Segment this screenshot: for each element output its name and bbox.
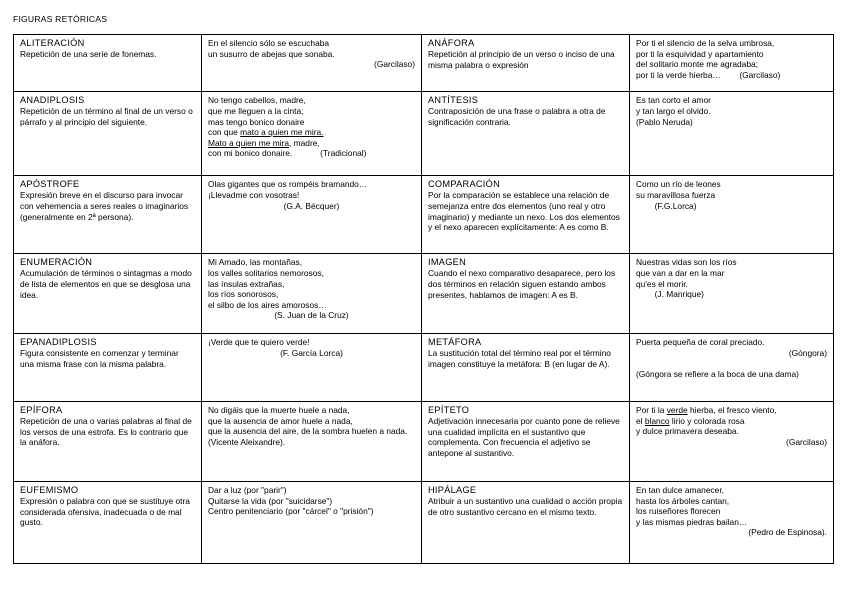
figure-definition: Expresión breve en el discurso para invocar con vehemencia a seres reales o imaginarios (generalmente en 2ª persona). [20, 190, 189, 222]
figure-example-cell [630, 35, 834, 92]
figure-example-cell [202, 176, 422, 254]
figure-name: ENUMERACIÓN [20, 257, 93, 268]
figure-term-cell [14, 401, 202, 481]
figure-example-cell [202, 35, 422, 92]
figure-example-cell [630, 92, 834, 176]
example-line: (Vicente Aleixandre). [208, 436, 286, 447]
document-title: FIGURAS RETÓRICAS [13, 14, 108, 24]
figure-row [14, 481, 834, 563]
figure-term-cell [14, 176, 202, 254]
example-line: Dar a luz (por "parir") [208, 484, 287, 495]
figure-definition: Acumulación de términos o sintagmas a modo de lista de elementos en que se desglosa una idea. [20, 268, 192, 300]
figure-definition: La sustitución total del término real por el término imagen constituye la metáfora: B (en lugar de A). [428, 348, 611, 369]
figure-definition: Repetición de una serie de fonemas. [20, 49, 157, 59]
figure-name: COMPARACIÓN [428, 179, 501, 190]
figure-name: HIPÁLAGE [428, 484, 477, 495]
figure-row [14, 176, 834, 254]
figure-definition: Adjetivación innecesaria por cuanto pone de relieve una cualidad implícita en el sustantivo que complementa. Con frecuencia el adjetivo se antepone al sustantivo. [428, 415, 620, 458]
figure-definition: Atribuir a un sustantivo una cualidad o acción propia de otro sustantivo cercano en el mismo texto. [428, 495, 623, 517]
example-line: los valles solitarios nemorosos, [208, 267, 324, 278]
example-line: el silbo de los aires amorosos… [208, 299, 327, 310]
figure-example-cell [202, 254, 422, 334]
example-line: ¡Llevadme con vosotras! [208, 190, 300, 201]
figure-term-cell [14, 254, 202, 334]
example-line: (Garcilaso) [374, 59, 415, 70]
figure-name: METÁFORA [428, 337, 482, 348]
example-line: Quitarse la vida (por "suicidarse") [208, 495, 333, 506]
figure-definition: Repetición de una o varias palabras al final de los versos de una estrofa. Es lo contrario que la anáfora. [20, 415, 192, 448]
example-line: con mi bonico donaire. (Tradicional) [208, 148, 367, 159]
figure-name: EPÍTETO [428, 404, 470, 415]
example-line: un susurro de abejas que sonaba. [208, 48, 335, 59]
example-line: (F.G.Lorca) [636, 200, 697, 211]
figure-term-cell [14, 481, 202, 563]
rhetorical-figures-table [13, 34, 834, 564]
figure-name: APÓSTROFE [20, 179, 80, 190]
figure-term-cell [14, 334, 202, 402]
figure-example-cell [630, 334, 834, 402]
figure-row [14, 92, 834, 176]
figure-row [14, 35, 834, 92]
figure-term-cell [422, 254, 630, 334]
example-line [636, 405, 827, 416]
figure-definition: Figura consistente en comenzar y terminar una misma frase con la misma palabra. [20, 348, 179, 369]
example-line: que van a dar en la mar [636, 267, 725, 278]
figure-name: EUFEMISMO [20, 484, 79, 495]
example-line: (Góngora se refiere a la boca de una dama) [636, 369, 799, 380]
figure-row [14, 401, 834, 481]
example-line: (Pedro de Espinosa). [748, 527, 827, 538]
example-line: que me lleguen a la cinta; [208, 106, 304, 116]
example-line: los ruiseñores florecen [636, 506, 721, 517]
example-line: Olas gigantes que os rompéis bramando… [208, 179, 368, 190]
example-line: (Góngora) [788, 347, 827, 358]
figure-name: EPANADIPLOSIS [20, 337, 97, 348]
example-line: (S. Juan de la Cruz) [274, 310, 349, 321]
figure-definition: Cuando el nexo comparativo desaparece, pero los dos términos en relación siguen estando ambos presentes, hablamos de imagen: A es B. [428, 268, 616, 300]
example-line: por ti la verde hierba… (Garcilaso) [636, 69, 781, 80]
underlined-example-text: Mato a quien me mira [208, 137, 289, 148]
example-line: que la ausencia de amor huele a nada, [208, 415, 353, 426]
example-line: los ríos sonorosos, [208, 289, 279, 300]
example-line: No digáis que la muerte huele a nada, [208, 404, 350, 415]
example-line: por ti la esquividad y apartamiento [636, 48, 764, 59]
example-line: En el silencio sólo se escuchaba [208, 38, 330, 48]
figure-definition: Repetición de un término al final de un verso o párrafo y al principio del siguiente. [20, 106, 193, 127]
figure-example-cell [630, 481, 834, 563]
example-line: qu'es el morir. [636, 278, 688, 289]
figure-name: ANTÍTESIS [428, 95, 479, 106]
example-line: y dulce primavera deseaba. [636, 426, 739, 437]
example-line: Mi Amado, las montañas, [208, 257, 303, 268]
example-line: ¡Verde que te quiero verde! [208, 337, 310, 348]
figure-term-cell [422, 176, 630, 254]
example-line: su maravillosa fuerza [636, 190, 716, 201]
example-line: No tengo cabellos, madre, [208, 95, 306, 106]
figure-definition: Repetición al principio de un verso o inciso de una misma palabra o expresión [428, 49, 615, 70]
figure-row [14, 254, 834, 334]
figure-definition: Contraposición de una frase o palabra a otra de significación contraria. [428, 106, 606, 127]
figure-name: IMAGEN [428, 257, 467, 268]
figure-term-cell [14, 92, 202, 176]
example-line: mas tengo bonico donaire [208, 116, 305, 127]
example-line: Puerta pequeña de coral preciado. [636, 337, 765, 348]
figure-definition: Por la comparación se establece una relación de semejanza entre dos elementos (uno real y otro imaginario) y mediante un nexo. Los dos elementos y el nexo aparecen explícitamente: A es como B. [428, 190, 620, 233]
example-line: y las mismas piedras bailan… [636, 516, 748, 527]
figure-example-cell [202, 481, 422, 563]
figure-example-cell [630, 176, 834, 254]
figure-term-cell [422, 334, 630, 402]
example-text: el [636, 415, 645, 426]
example-line: hasta los árboles cantan, [636, 495, 730, 506]
underlined-example-text: blanco [644, 415, 670, 426]
example-text: lirio y colorada rosa [669, 415, 745, 426]
example-text: con que [208, 127, 241, 138]
example-line [208, 138, 415, 149]
figure-term-cell [422, 401, 630, 481]
example-line: Como un río de leones [636, 179, 721, 190]
example-line: del solitario monte me agradaba; [636, 59, 758, 70]
figure-example-cell [630, 401, 834, 481]
figure-row [14, 334, 834, 402]
figure-example-cell [202, 401, 422, 481]
figure-example-cell [202, 334, 422, 402]
example-line: (G.A. Bécquer) [283, 200, 340, 211]
example-line: y tan largo el olvido. [636, 106, 711, 116]
example-text: Por ti la [636, 404, 667, 415]
example-line: Nuestras vidas son los ríos [636, 257, 737, 268]
example-line: (Garcilaso) [786, 436, 827, 447]
figure-example-cell [630, 254, 834, 334]
underlined-example-text: mato a quien me mira. [240, 127, 324, 138]
example-line: (J. Manrique) [636, 289, 704, 300]
figure-term-cell [422, 35, 630, 92]
figure-definition: Expresión o palabra con que se sustituye otra considerada ofensiva, inadecuada o de mal gusto. [20, 495, 190, 528]
example-line: las ínsulas extrañas, [208, 278, 285, 289]
example-line [636, 416, 827, 427]
figure-name: ALITERACIÓN [20, 38, 85, 48]
example-line: Por ti el silencio de la selva umbrosa, [636, 38, 775, 48]
example-line [208, 127, 415, 138]
figure-name: ANADIPLOSIS [20, 95, 85, 106]
underlined-example-text: verde [666, 404, 688, 415]
example-line: Centro penitenciario (por "cárcel" o "prisión") [208, 506, 374, 517]
figure-example-cell [202, 92, 422, 176]
example-line: que la ausencia del aire, de la sombra huelen a nada. [208, 426, 408, 437]
figure-term-cell [14, 35, 202, 92]
example-line: (Pablo Neruda) [636, 116, 693, 127]
figure-term-cell [422, 481, 630, 563]
figure-term-cell [422, 92, 630, 176]
example-text: , madre, [289, 137, 320, 148]
example-line: (F. García Lorca) [280, 347, 343, 358]
example-line: En tan dulce amanecer, [636, 484, 724, 495]
example-text: hierba, el fresco viento, [687, 404, 777, 415]
figure-name: ANÁFORA [428, 38, 475, 48]
figure-name: EPÍFORA [20, 404, 63, 415]
example-line: Es tan corto el amor [636, 95, 711, 106]
example-line [636, 359, 827, 370]
